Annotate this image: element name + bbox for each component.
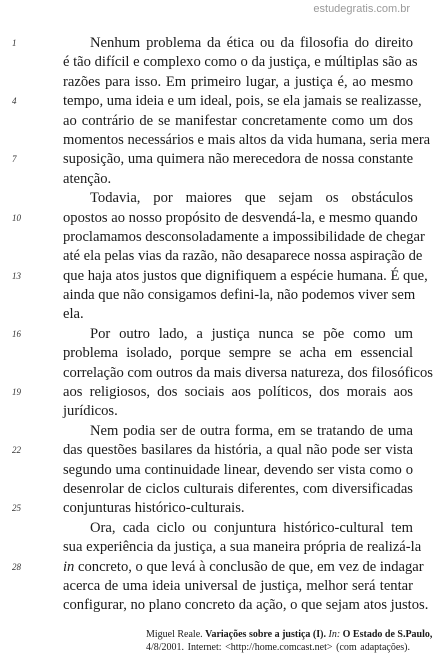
line-text: Nem podia ser de outra forma, em se tratando de uma: [90, 422, 413, 439]
line-number: 4: [12, 96, 17, 107]
line-text: proclamamos desconsoladamente a impossibilidade de chegar: [63, 228, 425, 245]
line-text: atenção.: [63, 170, 112, 187]
line-number: 16: [12, 328, 21, 339]
line-text: correlação com outros da mais diversa natureza, dos filosóficos: [63, 364, 433, 381]
line-text: Por outro lado, a justiça nunca se põe como um: [90, 325, 413, 342]
passage-line: [0, 519, 416, 538]
line-text: das questões basilares da história, a qual não pode ser vista: [63, 442, 413, 459]
passage-line: [0, 325, 416, 344]
citation-internet-label: Internet:: [187, 642, 222, 653]
passage-line: [0, 267, 428, 286]
passage-line: [0, 422, 416, 441]
passage-line: [0, 480, 416, 499]
passage-line: [0, 92, 422, 111]
line-text: [63, 558, 424, 577]
line-text-rest: concreto, o que levá à conclusão de que, em vez de indagar: [74, 558, 424, 575]
line-number: 13: [12, 270, 21, 281]
line-text: segundo uma continuidade linear, devendo ser vista como o: [63, 461, 413, 478]
line-number: 19: [12, 387, 21, 398]
line-text: ela.: [63, 306, 84, 323]
passage-line: [0, 596, 429, 615]
site-watermark: estudegratis.com.br: [313, 3, 410, 15]
line-text: ainda que não consigamos defini-la, não podemos viver sem: [63, 287, 416, 304]
citation-author: Miguel Reale.: [146, 629, 203, 640]
line-text: problema isolado, porque sempre se acha em essencial: [63, 345, 413, 362]
passage-body: [0, 34, 433, 616]
line-text: tempo, uma ideia e um ideal, pois, se ela jamais se realizasse,: [63, 93, 422, 110]
italic-term: in: [63, 558, 75, 575]
citation-date: 4/8/2001.: [146, 642, 185, 653]
line-text: razões para isso. Em primeiro lugar, a justiça é, ao mesmo: [63, 73, 413, 90]
line-text: Ora, cada ciclo ou conjuntura histórico-cultural tem: [90, 519, 413, 536]
line-text: aos religiosos, dos sociais aos políticos, dos morais aos: [63, 384, 413, 401]
line-text: configurar, no plano concreto da ação, o que sejam atos justos.: [63, 597, 429, 614]
passage-line: [0, 247, 423, 266]
source-citation: [146, 628, 433, 654]
line-text: momentos necessários e mais altos da vida humana, seria mera: [63, 131, 431, 148]
line-text: suposição, uma quimera não merecedora de nossa constante: [63, 151, 414, 168]
passage-line: [0, 228, 425, 247]
line-number: 22: [12, 445, 21, 456]
line-text: opostos ao nosso propósito de desvendá-la, e mesmo quando: [63, 209, 418, 226]
citation-title: Variações sobre a justiça (I).: [205, 629, 326, 640]
line-text: sua experiência da justiça, a sua maneira própria de realizá-la: [63, 539, 422, 556]
line-number: 28: [12, 561, 21, 572]
passage-line: [0, 383, 416, 402]
passage-line: [0, 402, 416, 421]
line-text: jurídicos.: [63, 403, 118, 420]
passage-line: [0, 209, 416, 228]
passage-line: [0, 34, 416, 53]
passage-line: [0, 286, 416, 305]
line-text: Todavia, por maiores que sejam os obstáculos: [90, 190, 413, 207]
line-text: ao contrário de se manifestar concretamente como um dos: [63, 112, 413, 129]
line-number: 25: [12, 503, 21, 514]
passage-line: [0, 558, 424, 577]
citation-periodical: O Estado de S.Paulo,: [342, 629, 433, 640]
passage-line: [0, 53, 416, 72]
passage-line: [0, 364, 433, 383]
passage-line: [0, 150, 416, 169]
passage-line: [0, 73, 416, 92]
line-text: até ela pelas vias da razão, não desaparece nossa aspiração de: [63, 248, 423, 265]
citation-line-2: [146, 641, 410, 654]
line-number: 1: [12, 38, 17, 48]
line-text: acerca de uma ideia universal de justiça, melhor será tentar: [63, 577, 413, 594]
passage-line: [0, 499, 416, 518]
line-text: conjunturas histórico-culturais.: [63, 500, 245, 517]
passage-line: [0, 441, 416, 460]
passage-line: [0, 538, 422, 557]
passage-line: [0, 131, 431, 150]
line-text: é tão difícil e complexo como o da justiça, e múltiplas são as: [63, 54, 418, 71]
passage-line: [0, 344, 416, 363]
citation-url: <http://home.comcast.net>: [225, 642, 333, 653]
passage-line: [0, 305, 416, 324]
line-text: Nenhum problema da ética ou da filosofia do direito: [90, 35, 413, 51]
line-number: 10: [12, 212, 21, 223]
line-number: 7: [12, 154, 17, 165]
line-text: desenrolar de ciclos culturais diferentes, com diversificadas: [63, 480, 413, 497]
citation-in: In:: [328, 629, 341, 640]
passage-line: [0, 461, 416, 480]
line-text: que haja atos justos que dignifiquem a espécie humana. É que,: [63, 267, 428, 284]
citation-note: (com adaptações).: [336, 642, 410, 653]
passage-line: [0, 170, 416, 189]
citation-line-1: [146, 628, 433, 641]
passage-line: [0, 577, 416, 596]
passage-line: [0, 112, 416, 131]
passage-line: [0, 189, 416, 208]
